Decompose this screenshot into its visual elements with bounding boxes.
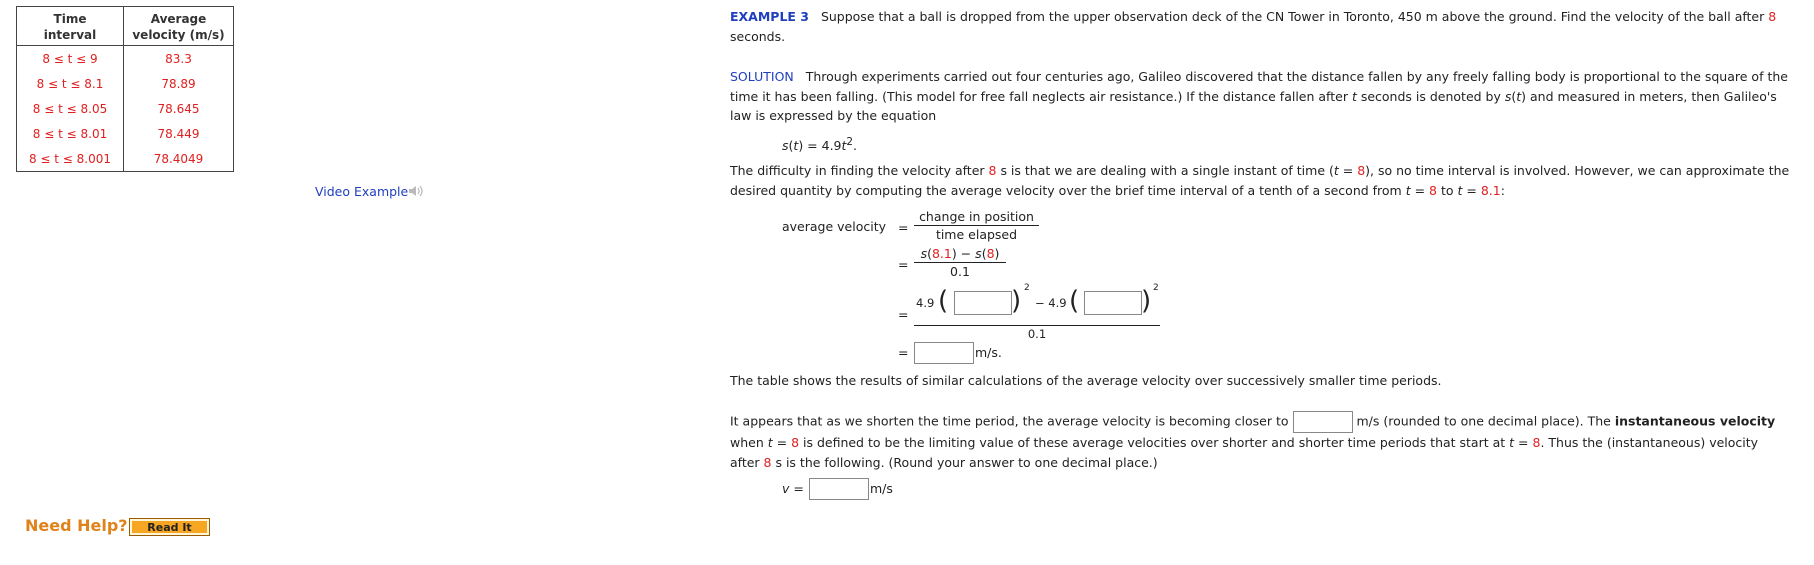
fraction-change-over-time xyxy=(914,208,1039,243)
interval-cell: 8 ≤ t ≤ 8.05 xyxy=(17,96,124,121)
table-row xyxy=(17,46,234,72)
difficulty-paragraph: The difficulty in finding the velocity after 8 s is that we are dealing with a single instant of time (t = 8), so no time interval is involved. However, we can approximate the desired quantity by computing the average velocity over the brief time interval of a tenth of a second from t = 8 to t = 8.1: xyxy=(730,163,1790,198)
table-text: The table shows the results of similar calculations of the average velocity over successively smaller time periods. xyxy=(730,373,1442,388)
table-row xyxy=(17,146,234,172)
velocity-cell: 78.89 xyxy=(161,76,196,91)
table-header-velocity: Average velocity (m/s) xyxy=(124,7,234,46)
equals-sign: = xyxy=(898,257,909,272)
velocity-cell: 78.4049 xyxy=(153,151,204,166)
video-example-label: Video Example xyxy=(315,184,409,199)
average-velocity-answer-input[interactable] xyxy=(914,342,974,364)
velocity-cell: 78.449 xyxy=(157,126,200,141)
minus-coef: − 4.9 xyxy=(1035,296,1067,310)
velocity-cell: 78.645 xyxy=(157,101,200,116)
instantaneous-velocity-input[interactable] xyxy=(809,478,869,500)
limit-velocity-input[interactable] xyxy=(1293,411,1353,433)
denominator-0-1: 0.1 xyxy=(914,262,1006,280)
paren: ) xyxy=(1011,286,1022,316)
table-header-interval: Time interval xyxy=(17,7,124,46)
v-unit: m/s xyxy=(870,481,893,496)
exponent: 2 xyxy=(1153,283,1159,293)
v-label: v = xyxy=(782,481,804,496)
solution-paragraph xyxy=(730,67,1790,126)
equals-sign: = xyxy=(898,345,909,360)
interval-cell: 8 ≤ t ≤ 9 xyxy=(17,46,124,72)
denominator-0-1: 0.1 xyxy=(914,325,1160,343)
paren: ) xyxy=(1141,286,1152,316)
paren: ( xyxy=(938,286,949,316)
final-paragraph: It appears that as we shorten the time period, the average velocity is becoming closer to m/s (rounded to one decimal place). The instantaneous velocity when t = 8 is defined to be the limiting value of these average velocities over shorter and shorter time periods that start at t = 8. Thus the (instantaneous) velocity after 8 s is the following. (Round your answer to one decimal place.) xyxy=(730,411,1790,472)
video-example-link[interactable] xyxy=(315,184,424,199)
exponent: 2 xyxy=(1024,283,1030,293)
need-help-label: Need Help? xyxy=(25,516,128,535)
solution-text: Through experiments carried out four centuries ago, Galileo discovered that the distance fallen by any freely falling body is proportional to the square of the time it has been falling. (This model for free fall neglects air resistance.) If the distance fallen after t seconds is denoted by s(t) and measured in meters, then Galileo's law is expressed by the equation xyxy=(730,69,1788,123)
squared-numerator xyxy=(914,284,1160,322)
galileo-equation: $s(t) = 4.9t^2$. xyxy=(782,136,858,154)
answer-input-2[interactable] xyxy=(1084,291,1142,315)
interval-cell: 8 ≤ t ≤ 8.01 xyxy=(17,121,124,146)
example-text: Suppose that a ball is dropped from the upper observation deck of the CN Tower in Toronto, 450 m above the ground. Find the velocity of the ball after 8 seconds. xyxy=(730,9,1777,44)
table-header-row xyxy=(17,7,234,46)
speaker-icon xyxy=(408,184,424,199)
read-it-button[interactable]: Read It xyxy=(129,518,210,536)
fraction-squared-difference xyxy=(914,284,1160,343)
fraction-s-difference xyxy=(914,245,1006,280)
average-velocity-label: average velocity xyxy=(782,219,886,234)
interval-cell: 8 ≤ t ≤ 8.001 xyxy=(17,146,124,172)
example-paragraph xyxy=(730,7,1790,46)
equals-sign: = xyxy=(898,307,909,322)
solution-label: SOLUTION xyxy=(730,69,794,84)
equals-sign: = xyxy=(898,220,909,235)
coef: 4.9 xyxy=(916,296,935,310)
denominator-time-elapsed: time elapsed xyxy=(914,225,1039,243)
table-row xyxy=(17,121,234,146)
table-row xyxy=(17,71,234,96)
interval-cell: 8 ≤ t ≤ 8.1 xyxy=(17,71,124,96)
example-label: EXAMPLE 3 xyxy=(730,9,810,24)
velocity-table xyxy=(16,6,234,172)
unit-label: m/s. xyxy=(975,345,1002,360)
numerator-change-in-position: change in position xyxy=(919,209,1034,224)
paren: ( xyxy=(1069,286,1080,316)
answer-input-1[interactable] xyxy=(954,291,1012,315)
numerator-s-difference: s(8.1) − s(8) xyxy=(920,246,1000,261)
table-row xyxy=(17,96,234,121)
velocity-cell: 83.3 xyxy=(165,51,192,66)
